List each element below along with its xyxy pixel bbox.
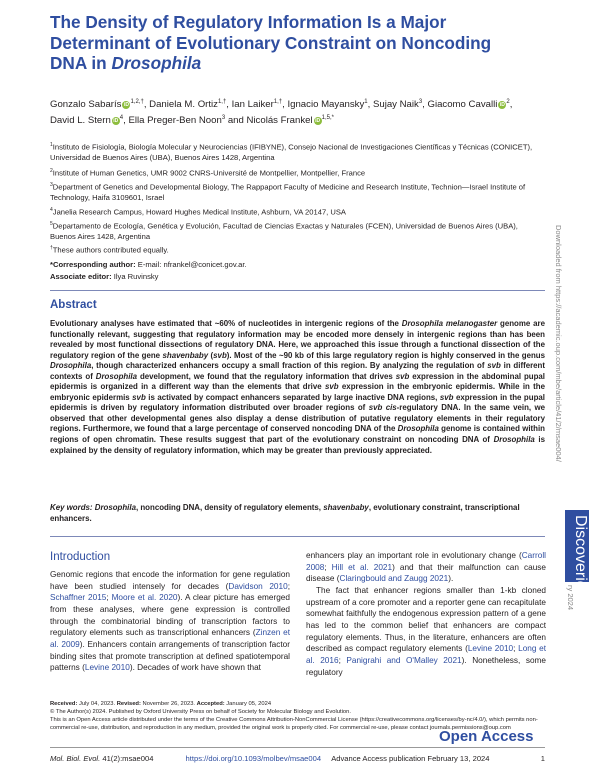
author-affiliation-marker: 4 — [119, 114, 124, 121]
citation-link[interactable]: Hill et al. 2021 — [331, 562, 393, 572]
paragraph: Genomic regions that encode the information for gene regulation have been studied intensely for decades (Davidson 2010; Schaffner 2015; Moore et al. 2020). A clear picture has emerged from these analyses, where gene expression is controlled through the combinatorial binding of transcription factors to regulatory elements such as transcriptional enhancers (Zinzen et al. 2009). Enhancers contain arrangements of transcription factor binding sites that promote transcription at defined spatiotemporal patterns (Levine 2010). Decades of work have shown that — [50, 570, 290, 673]
orcid-icon[interactable]: iD — [123, 102, 129, 109]
divider — [50, 536, 545, 537]
abstract-body: Evolutionary analyses have estimated that ~60% of nucleotides in intergenic regions of the Drosophila melanogaster genome are functionally relevant, suggesting that regulatory information may be encoded more densely in intergenic regions than has been revealed by most functional dissections of regulatory DNA. Here, we approached this issue through a functional dissection of the regulatory region of the gene shavenbaby (svb). Most of the ~90 kb of this large regulatory region is highly conserved in the genus Drosophila, though characterized enhancers occupy a small fraction of this region. By analyzing the regulation of svb in different contexts of Drosophila development, we found that the regulatory information that drives svb expression in the abdominal pupal epidermis is organized in a different way than the elements that drive svb expression in the embryonic epidermis. While in the embryonic epidermis svb is activated by compact enhancers separated by large inactive DNA regions, svb expression in the pupal epidermis is driven by regulatory information distributed over broader regions of svb cis-regulatory DNA. In the same vein, we observed that other developmental genes also display a dense distribution of putative regulatory elements in their regulatory regions. Furthermore, we found that a large percentage of conserved noncoding DNA of the Drosophila genome is contained within regions of open chromatin. These results suggest that part of the evolutionary constraint on noncoding DNA of Drosophila is explained by the density of regulatory information, which may be greater than previously appreciated. — [50, 319, 546, 455]
article-title: The Density of Regulatory Information Is a Major Determinant of Evolutionary Constraint on Noncoding DNA in Drosophila — [50, 12, 492, 74]
author-affiliation-marker: 1,5,* — [321, 114, 334, 121]
author-affiliation-marker: 3 — [221, 114, 226, 121]
abstract-heading: Abstract — [50, 299, 97, 311]
separator: and — [225, 114, 247, 126]
citation-link[interactable]: Zinzen et al. 2009 — [50, 628, 290, 649]
affiliation: †These authors contributed equally. — [50, 245, 169, 255]
author: Daniela M. Ortiz — [149, 99, 218, 111]
author: Nicolás Frankel — [246, 114, 313, 126]
separator: , — [123, 114, 129, 126]
citation-link[interactable]: Levine 2010 — [84, 663, 130, 673]
author: David L. Stern — [50, 114, 111, 126]
separator: , — [143, 99, 150, 111]
separator: , — [282, 99, 288, 111]
affiliation: $^5$Departamento de Ecología, Genética y Evolución, Facultad de Ciencias Exactas y Naturales (FCEN), Universidad de Buenos Aires (UBA), Buenos Aires 1428, Argentina — [50, 221, 518, 241]
author-affiliation-marker: 1,† — [273, 99, 283, 105]
author: Sujay Naik — [372, 99, 419, 111]
orcid-icon[interactable]: iD — [113, 117, 119, 124]
separator: , — [509, 99, 513, 111]
advance-access: Advance Access publication February 13, 2024 — [331, 754, 490, 763]
download-watermark: Downloaded from https://academic.oup.com/mbe/article/41/2/msae004/ — [554, 225, 563, 462]
citation-link[interactable]: Carroll 2008 — [306, 551, 546, 572]
corresponding-author: *Corresponding author: E-mail: nfrankel@conicet.gov.ar. — [50, 260, 247, 269]
author: Ella Preger-Ben Noon — [128, 114, 222, 126]
doi-link[interactable]: https://doi.org/10.1093/molbev/msae004 — [185, 754, 322, 763]
intro-left-column — [50, 569, 290, 674]
discoveries-label: Discoveries — [572, 515, 589, 598]
orcid-icon[interactable]: iD — [499, 102, 505, 109]
author: Ian Laiker — [231, 99, 274, 111]
author-list — [50, 96, 530, 128]
affiliation: $^4$Janelia Research Campus, Howard Hughes Medical Institute, Ashburn, VA 20147, USA — [50, 207, 346, 217]
author: Gonzalo Sabarís — [50, 99, 122, 111]
separator: , — [226, 99, 232, 111]
citation-link[interactable]: Levine 2010 — [467, 644, 514, 654]
author-affiliation-marker: 1,† — [217, 99, 227, 105]
page-number: 1 — [540, 754, 545, 763]
introduction-heading: Introduction — [50, 551, 111, 563]
license: This is an Open Access article distributed under the terms of the Creative Commons Attribution-NonCommercial License (https://creativecommons.org/licenses/by-nc/4.0/), which permits non-commercial re-use, distribution, and reproduction in any medium, provided the original work is properly cited. For commercial re-use, please contact journals.permissions@oup.com — [50, 716, 538, 731]
affiliation: $^2$Institute of Human Genetics, UMR 9002 CNRS-Université de Montpellier, Montpellier, France — [50, 168, 366, 178]
author-affiliation-marker: 1 — [364, 99, 368, 105]
author-affiliation-marker: 1,2,† — [130, 99, 144, 105]
keywords: Key words: Drosophila, noncoding DNA, density of regulatory elements, shavenbaby, evolutionary constraint, transcriptional enhancers. — [50, 503, 520, 523]
open-access-label: Open Access — [439, 728, 534, 745]
citation-link[interactable]: Panigrahi and O'Malley 2021 — [346, 655, 462, 665]
paragraph: enhancers play an important role in evolutionary change (Carroll 2008; Hill et al. 2021) and that their malfunction can cause disease (Claringbould and Zaugg 2021). — [306, 551, 546, 584]
divider — [50, 290, 545, 291]
keywords-text: Drosophila, noncoding DNA, density of regulatory elements, shavenbaby, evolutionary constraint, transcriptional enhancers. — [50, 503, 520, 523]
author: Ignacio Mayansky — [287, 99, 365, 111]
citation-link[interactable]: Claringbould and Zaugg 2021 — [339, 574, 449, 584]
side-date: ry 2024 — [566, 585, 575, 611]
affiliation: $^1$Instituto de Fisiología, Biología Molecular y Neurociencias (IFIBYNE), Consejo Nacional de Investigaciones Científicas y Técnicas (CONICET), Universidad de Buenos Aires (UBA), Buenos Aires 1428, Argentina — [50, 142, 533, 162]
citation-link[interactable]: Schaffner 2015 — [50, 593, 107, 603]
author-affiliation-marker: 3 — [418, 99, 423, 105]
dates-line: Received: July 04, 2023. Revised: November 26, 2023. Accepted: January 05, 2024 — [50, 701, 272, 707]
footer: Mol. Biol. Evol. 41(2):msae004 https://doi.org/10.1093/molbev/msae004 Advance Access publication February 13, 2024 — [50, 754, 490, 763]
citation-link[interactable]: Davidson 2010 — [228, 581, 288, 591]
citation-link[interactable]: Moore et al. 2020 — [111, 593, 178, 603]
orcid-icon[interactable]: iD — [315, 117, 321, 124]
author-affiliation-marker: 2 — [506, 99, 510, 105]
divider — [50, 747, 545, 748]
author: Giacomo Cavalli — [427, 99, 498, 111]
citation-link[interactable]: Long et al. 2016 — [306, 644, 546, 665]
affiliation: $^3$Department of Genetics and Developmental Biology, The Rappaport Faculty of Medicine and Research Institute, Technion—Israel Institute of Technology, Haifa 3109601, Israel — [50, 182, 526, 202]
intro-right-column — [306, 550, 546, 678]
separator: , — [422, 99, 428, 111]
copyright: © The Author(s) 2024. Published by Oxford University Press on behalf of Society for Molecular Biology and Evolution. — [50, 708, 351, 715]
paragraph: The fact that enhancer regions smaller than 1-kb cloned upstream of a core promoter and a reporter gene can recapitulate somewhat faithfully the endogenous expression pattern of a gene has led to the common belief that enhancers are compact regulatory elements. Thus, in the literature, enhancers are often described as compact regulatory elements (Levine 2010; Long et al. 2016; Panigrahi and O'Malley 2021). Nonetheless, some regulatory — [306, 585, 547, 677]
separator: , — [367, 99, 373, 111]
associate-editor: Associate editor: Ilya Ruvinsky — [50, 272, 159, 281]
